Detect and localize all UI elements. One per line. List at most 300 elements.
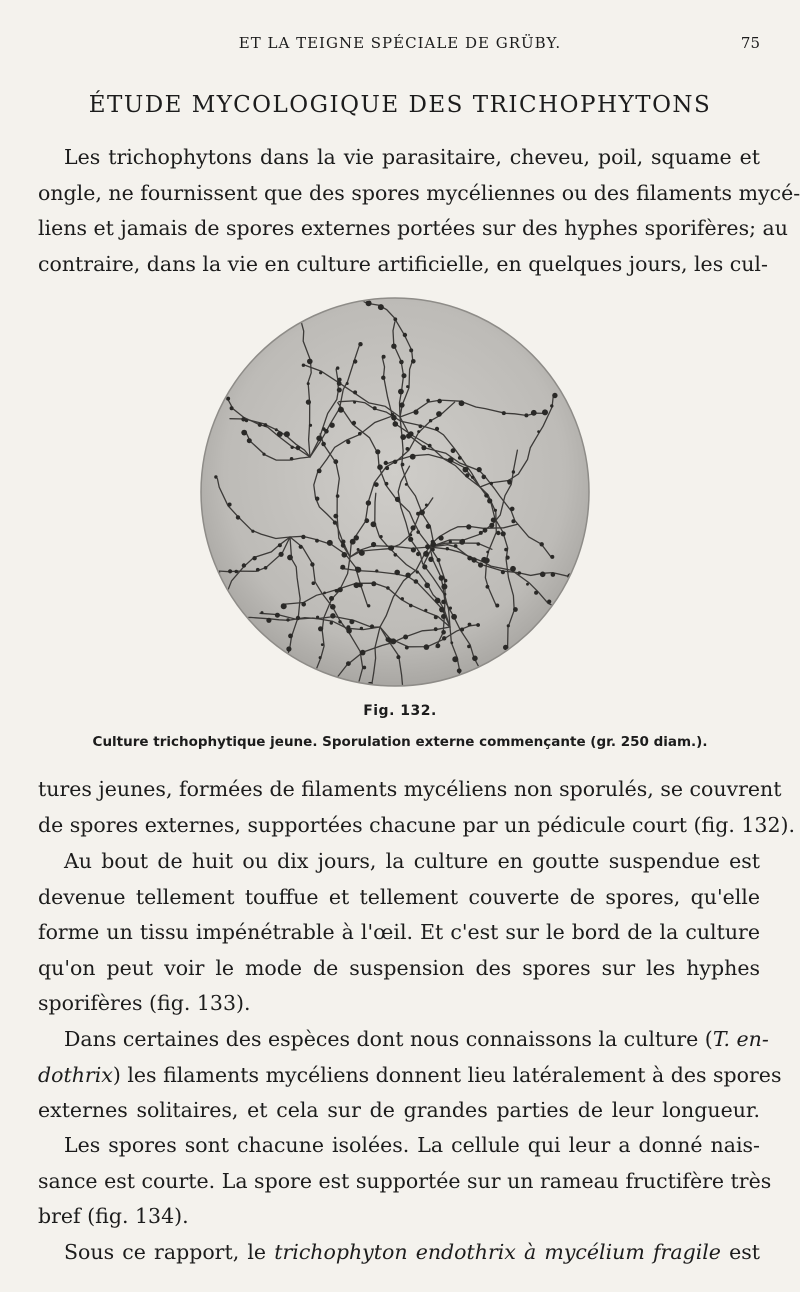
text-line: sporifères (fig. 133). (38, 991, 251, 1015)
spore-mark (486, 585, 490, 589)
spore-mark (419, 424, 423, 428)
spore-mark (380, 535, 383, 538)
spore-mark (450, 641, 453, 644)
spore-mark (414, 579, 419, 584)
spore-mark (550, 555, 554, 559)
spore-mark (490, 482, 493, 485)
spore-mark (362, 666, 366, 670)
spore-mark (217, 357, 223, 363)
text-line: Sous ce rapport, le trichophyton endothrix à mycélium fragile est (64, 1240, 760, 1264)
spore-mark (275, 428, 278, 431)
micrograph-image (200, 297, 590, 687)
spore-mark (512, 470, 515, 473)
spore-mark (245, 419, 248, 422)
spore-mark (291, 446, 294, 449)
text-line: forme un tissu impénétrable à l'œil. Et c'est sur le bord de la culture (38, 920, 760, 944)
spore-mark (286, 618, 289, 621)
spore-mark (467, 556, 472, 561)
spore-mark (421, 445, 426, 450)
spore-mark (444, 579, 448, 583)
spore-mark (228, 503, 232, 507)
spore-mark (428, 557, 433, 562)
spore-mark (302, 364, 305, 367)
spore-mark (398, 389, 404, 395)
spore-mark (448, 457, 454, 463)
spore-mark (452, 656, 458, 662)
spore-mark (424, 609, 427, 612)
spore-mark (507, 479, 511, 483)
spore-mark (406, 385, 409, 388)
spore-mark (513, 607, 518, 612)
spore-mark (242, 563, 246, 567)
spore-mark (413, 410, 418, 415)
spore-mark (502, 411, 506, 415)
spore-mark (386, 637, 391, 642)
spore-mark (341, 543, 346, 548)
spore-mark (333, 459, 338, 464)
spore-mark (429, 419, 432, 422)
spore-mark (329, 423, 334, 428)
spore-mark (483, 528, 488, 533)
spore-mark (278, 686, 283, 687)
spore-mark (319, 656, 322, 659)
spore-mark (342, 552, 348, 558)
spore-mark (463, 467, 469, 473)
spore-mark (422, 564, 427, 569)
spore-mark (295, 310, 299, 314)
spore-mark (399, 402, 404, 407)
spore-mark (364, 518, 369, 523)
spore-mark (401, 597, 404, 600)
spore-mark (338, 378, 342, 382)
spore-mark (371, 581, 376, 586)
spore-mark (309, 424, 312, 427)
spore-mark (434, 627, 438, 631)
spore-mark (288, 634, 293, 639)
spore-mark (494, 509, 497, 512)
spore-mark (436, 411, 442, 417)
spore-mark (354, 582, 360, 588)
spore-mark (391, 415, 397, 421)
spore-mark (353, 359, 357, 363)
spore-mark (315, 539, 319, 543)
spore-mark (428, 444, 432, 448)
spore-mark (394, 570, 400, 576)
spore-mark (409, 348, 413, 352)
text-line: sance est courte. La spore est supportée sur un rameau fructifère très (38, 1168, 772, 1193)
spore-mark (479, 531, 483, 535)
spore-mark (389, 545, 395, 551)
spore-mark (518, 571, 522, 575)
spore-mark (330, 604, 336, 610)
spore-mark (333, 514, 338, 519)
spore-mark (359, 550, 365, 556)
spore-mark (393, 421, 399, 427)
spore-mark (370, 624, 374, 628)
spore-mark (310, 562, 314, 566)
spore-mark (201, 654, 206, 659)
spore-mark (236, 515, 240, 519)
spore-mark (524, 413, 528, 417)
spore-mark (337, 381, 342, 386)
spore-mark (409, 604, 413, 608)
spore-mark (307, 359, 313, 365)
spore-mark (405, 573, 410, 578)
spore-mark (426, 399, 430, 403)
spore-mark (346, 661, 351, 666)
spore-mark (526, 583, 529, 586)
spore-mark (261, 611, 264, 614)
spore-mark (310, 675, 313, 678)
spore-mark (316, 436, 322, 442)
spore-mark (336, 366, 339, 369)
spore-mark (301, 535, 305, 539)
spore-mark (441, 614, 446, 619)
spore-mark (399, 360, 404, 365)
spore-mark (275, 613, 280, 618)
figure-label: Fig. 132. (363, 703, 437, 719)
spore-mark (384, 461, 388, 465)
spore-mark (317, 469, 322, 474)
spore-mark (381, 376, 385, 380)
text-line: Les spores sont chacune isolées. La cellule qui leur a donné nais- (64, 1133, 760, 1157)
spore-mark (511, 519, 515, 523)
spore-mark (408, 537, 413, 542)
spore-mark (318, 626, 323, 631)
spore-mark (354, 535, 359, 540)
spore-mark (476, 623, 480, 627)
spore-mark (375, 449, 380, 454)
spore-mark (551, 572, 556, 577)
spore-mark (451, 448, 456, 453)
spore-mark (301, 602, 306, 607)
spore-mark (385, 482, 389, 486)
spore-mark (423, 551, 429, 557)
spore-mark (540, 572, 546, 578)
spore-mark (495, 604, 499, 608)
paragraph-2 (38, 772, 796, 843)
spore-mark (315, 497, 319, 501)
spore-mark (278, 543, 282, 547)
spore-mark (439, 607, 445, 613)
spore-mark (437, 399, 442, 404)
spore-mark (319, 371, 322, 374)
spore-mark (205, 632, 208, 635)
spore-mark (394, 553, 398, 557)
spore-mark (471, 476, 474, 479)
spore-mark (471, 557, 476, 562)
spore-mark (393, 317, 397, 321)
spore-mark (442, 636, 446, 640)
spore-mark (443, 593, 446, 596)
spore-mark (460, 628, 464, 632)
text-line: Au bout de huit ou dix jours, la culture en goutte suspendue est (64, 849, 760, 873)
spore-mark (459, 400, 465, 406)
spore-mark (434, 615, 438, 619)
spore-mark (477, 467, 482, 472)
spore-mark (501, 531, 506, 536)
spore-mark (358, 432, 362, 436)
spore-mark (405, 646, 409, 650)
spore-mark (552, 393, 557, 398)
spore-mark (323, 592, 326, 595)
spore-mark (424, 583, 430, 589)
spore-mark (230, 406, 234, 410)
spore-mark (435, 598, 441, 604)
text-line: ongle, ne fournissent que des spores mycéliennes ou des filaments mycé- (38, 180, 800, 205)
spore-mark (441, 600, 446, 605)
spore-mark (472, 656, 478, 662)
page-number: 75 (740, 34, 760, 52)
spore-mark (510, 507, 515, 512)
spore-mark (395, 497, 400, 502)
spore-mark (312, 581, 316, 585)
spore-mark (460, 678, 464, 682)
spore-mark (357, 548, 360, 551)
spore-mark (419, 510, 425, 516)
spore-mark (454, 544, 458, 548)
spore-mark (355, 567, 361, 573)
spore-mark (281, 603, 287, 609)
spore-mark (405, 483, 408, 486)
spore-mark (346, 440, 350, 444)
spore-mark (458, 456, 462, 460)
spore-mark (486, 551, 489, 554)
spore-mark (324, 429, 329, 434)
spore-mark (436, 643, 441, 648)
spore-mark (264, 423, 268, 427)
spore-mark (366, 300, 372, 306)
spore-mark (200, 662, 202, 666)
spore-mark (478, 562, 483, 567)
spore-mark (330, 613, 335, 618)
spore-mark (333, 521, 337, 525)
spore-mark (589, 570, 590, 574)
spore-mark (235, 570, 239, 574)
running-head: ET LA TEIGNE SPÉCIALE DE GRÜBY. (238, 34, 562, 52)
spore-mark (431, 542, 437, 548)
spore-mark (468, 623, 472, 627)
paragraph-1 (38, 140, 800, 282)
spore-mark (510, 566, 516, 572)
spore-mark (496, 531, 500, 535)
spore-mark (360, 650, 366, 656)
spore-mark (221, 622, 225, 626)
spore-mark (352, 421, 356, 425)
spore-mark (296, 616, 300, 620)
spore-mark (340, 565, 345, 570)
paragraph-6 (38, 1235, 760, 1271)
spore-mark (542, 409, 548, 415)
spore-mark (286, 646, 291, 651)
spore-mark (393, 460, 397, 464)
spore-mark (441, 584, 447, 590)
text-line: devenue tellement touffue et tellement couverte de spores, qu'elle (38, 884, 760, 909)
spore-mark (467, 645, 471, 649)
spore-mark (258, 423, 262, 427)
spore-mark (290, 457, 294, 461)
spore-mark (374, 482, 379, 487)
spore-mark (482, 475, 487, 480)
spore-mark (489, 523, 494, 528)
spore-mark (353, 401, 356, 404)
micrograph-figure (200, 297, 590, 687)
spore-mark (491, 518, 496, 523)
spore-mark (465, 473, 469, 477)
spore-mark (366, 500, 371, 505)
spore-mark (411, 547, 416, 552)
spore-mark (449, 540, 452, 543)
spore-mark (284, 431, 290, 437)
spore-mark (330, 621, 333, 624)
spore-mark (457, 668, 462, 673)
text-line: contraire, dans la vie en culture artificielle, en quelques jours, les cul- (38, 251, 768, 276)
spore-mark (367, 604, 370, 607)
spore-mark (431, 548, 435, 552)
spore-mark (373, 406, 377, 410)
spore-mark (435, 427, 439, 431)
spore-mark (247, 438, 252, 443)
spore-mark (371, 521, 377, 527)
spore-mark (386, 586, 390, 590)
spore-mark (576, 613, 582, 619)
spore-mark (403, 635, 408, 640)
spore-mark (337, 388, 342, 393)
text-line: Dans certaines des espèces dont nous connaissons la culture (T. en- (64, 1027, 769, 1051)
spore-mark (406, 447, 410, 451)
spore-mark (228, 569, 232, 573)
spore-mark (307, 382, 310, 385)
spore-mark (550, 404, 553, 407)
text-line: Les trichophytons dans la vie parasitaire, cheveu, poil, squame et (64, 145, 760, 169)
spore-mark (501, 570, 505, 574)
spore-mark (219, 622, 224, 627)
spore-mark (277, 431, 283, 437)
text-line: qu'on peut voir le mode de suspension des spores sur les hyphes (38, 955, 760, 980)
spore-mark (437, 558, 441, 562)
text-line: dothrix) les filaments mycéliens donnent lieu latéralement à des spores (38, 1062, 782, 1087)
spore-mark (411, 525, 416, 530)
spore-mark (506, 556, 510, 560)
spore-mark (375, 569, 378, 572)
spore-mark (360, 627, 363, 630)
spore-mark (391, 344, 396, 349)
spore-mark (264, 566, 268, 570)
spore-mark (449, 607, 452, 610)
spore-mark (396, 655, 400, 659)
spore-mark (262, 453, 265, 456)
spore-mark (200, 575, 202, 580)
spore-mark (321, 442, 326, 447)
spore-mark (534, 591, 538, 595)
spore-mark (409, 533, 412, 536)
spore-mark (327, 540, 333, 546)
spore-mark (424, 644, 430, 650)
paragraph-4 (38, 1022, 782, 1129)
spore-mark (334, 678, 339, 683)
spore-mark (416, 512, 420, 516)
spore-mark (353, 390, 357, 394)
spore-mark (316, 616, 319, 619)
spore-mark (416, 552, 420, 556)
spore-mark (446, 547, 449, 550)
spore-mark (477, 542, 481, 546)
spore-mark (266, 618, 271, 623)
spore-mark (564, 608, 568, 612)
spore-mark (410, 454, 416, 460)
spore-mark (338, 620, 341, 623)
spore-mark (335, 589, 339, 593)
spore-mark (241, 430, 247, 436)
spore-mark (346, 382, 349, 385)
spore-mark (487, 498, 492, 503)
spore-mark (401, 463, 405, 467)
text-line: tures jeunes, formées de filaments mycéliens non sporulés, se couvrent (38, 777, 782, 801)
spore-mark (377, 464, 383, 470)
paragraph-5 (38, 1128, 772, 1235)
spore-mark (286, 657, 290, 661)
spore-mark (439, 535, 444, 540)
spore-mark (338, 407, 344, 413)
text-line: bref (fig. 134). (38, 1204, 189, 1228)
spore-mark (382, 355, 386, 359)
spore-mark (426, 524, 431, 529)
spore-mark (402, 373, 407, 378)
spore-mark (425, 504, 428, 507)
spore-mark (416, 570, 419, 573)
spore-mark (236, 618, 239, 621)
spore-mark (403, 333, 407, 337)
spore-mark (346, 628, 352, 634)
paragraph-3 (38, 844, 760, 1022)
spore-mark (279, 552, 284, 557)
spore-mark (371, 542, 376, 547)
spore-mark (416, 530, 420, 534)
spore-mark (411, 359, 416, 364)
spore-mark (483, 676, 488, 681)
spore-mark (336, 494, 340, 498)
spore-mark (349, 619, 354, 624)
spore-mark (504, 548, 508, 552)
spore-mark (296, 446, 301, 451)
spore-mark (321, 643, 324, 646)
spore-mark (252, 556, 256, 560)
spore-mark (425, 544, 430, 549)
spore-mark (251, 530, 254, 533)
spore-mark (451, 614, 457, 620)
spore-mark (400, 434, 406, 440)
text-line: de spores externes, supportées chacune par un pédicule court (fig. 132). (38, 812, 796, 837)
spore-mark (531, 410, 537, 416)
spore-mark (441, 630, 446, 635)
text-line: liens et jamais de spores externes portées sur des hyphes sporifères; au (38, 216, 788, 240)
spore-mark (211, 632, 217, 638)
spore-mark (547, 600, 551, 604)
spore-mark (299, 545, 303, 549)
spore-mark (408, 431, 413, 436)
text-line: externes solitaires, et cela sur de grandes parties de leur longueur. (38, 1098, 760, 1122)
spore-mark (417, 430, 420, 433)
spore-mark (256, 568, 260, 572)
spore-mark (338, 587, 343, 592)
spore-mark (306, 400, 311, 405)
spore-mark (459, 539, 465, 545)
spore-mark (390, 638, 396, 644)
spore-mark (439, 575, 445, 581)
spore-mark (507, 624, 510, 627)
spore-mark (329, 596, 334, 601)
spore-mark (484, 558, 490, 564)
